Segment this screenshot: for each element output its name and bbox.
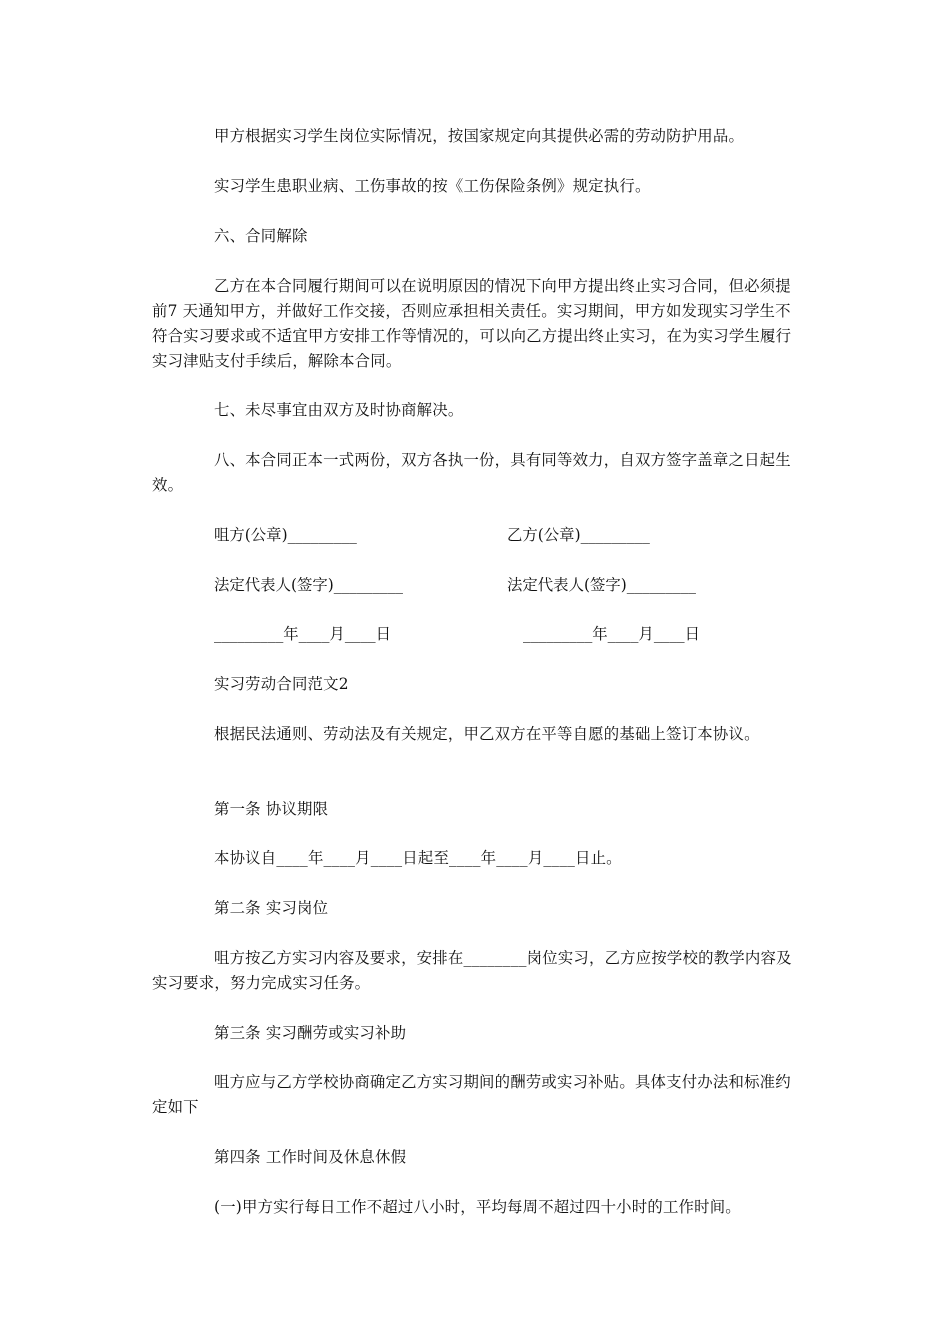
document-title: 实习劳动合同范文2 — [214, 675, 349, 693]
party-a-seal-line: 咀方(公章)_________ — [214, 526, 357, 544]
paragraph: 实习学生患职业病、工伤事故的按《工伤保险条例》规定执行。 — [214, 177, 651, 195]
paragraph: 乙方在本合同履行期间可以在说明原因的情况下向甲方提出终止实习合同，但必须提前7 天通知甲方，并做好工作交接，否则应承担相关责任。实习期间，甲方如发现实习学生不符合实习要求或不适宜甲方安排工作等情况的，可以向乙方提出终止实习，在为实习学生履行实习津贴支付手续后，解除本合同。 — [152, 277, 792, 370]
party-a-date-line: _________年____月____日 — [214, 625, 391, 643]
party-b-date-line: _________年____月____日 — [523, 625, 700, 643]
paragraph: 七、未尽事宜由双方及时协商解决。 — [214, 401, 464, 419]
article-heading: 第四条 工作时间及休息休假 — [214, 1148, 407, 1166]
paragraph: 咀方应与乙方学校协商确定乙方实习期间的酬劳或实习补贴。具体支付办法和标准约定如下 — [152, 1073, 791, 1116]
article-heading: 第一条 协议期限 — [214, 800, 329, 818]
article-heading: 第三条 实习酬劳或实习补助 — [214, 1024, 407, 1042]
section-heading: 六、合同解除 — [214, 227, 308, 245]
paragraph: (一)甲方实行每日工作不超过八小时，平均每周不超过四十小时的工作时间。 — [214, 1198, 741, 1216]
paragraph: 本协议自____年____月____日起至____年____月____日止。 — [214, 849, 622, 867]
article-heading: 第二条 实习岗位 — [214, 899, 329, 917]
paragraph: 根据民法通则、劳动法及有关规定，甲乙双方在平等自愿的基础上签订本协议。 — [214, 725, 760, 743]
party-b-seal-line: 乙方(公章)_________ — [507, 526, 650, 544]
party-b-representative-line: 法定代表人(签字)_________ — [507, 576, 697, 594]
paragraph: 八、本合同正本一式两份，双方各执一份，具有同等效力，自双方签字盖章之日起生效。 — [152, 451, 791, 494]
paragraph: 咀方按乙方实习内容及要求，安排在________岗位实习，乙方应按学校的教学内容及实习要求，努力完成实习任务。 — [152, 949, 792, 992]
party-a-representative-line: 法定代表人(签字)_________ — [214, 576, 404, 594]
paragraph: 甲方根据实习学生岗位实际情况，按国家规定向其提供必需的劳动防护用品。 — [214, 127, 745, 145]
